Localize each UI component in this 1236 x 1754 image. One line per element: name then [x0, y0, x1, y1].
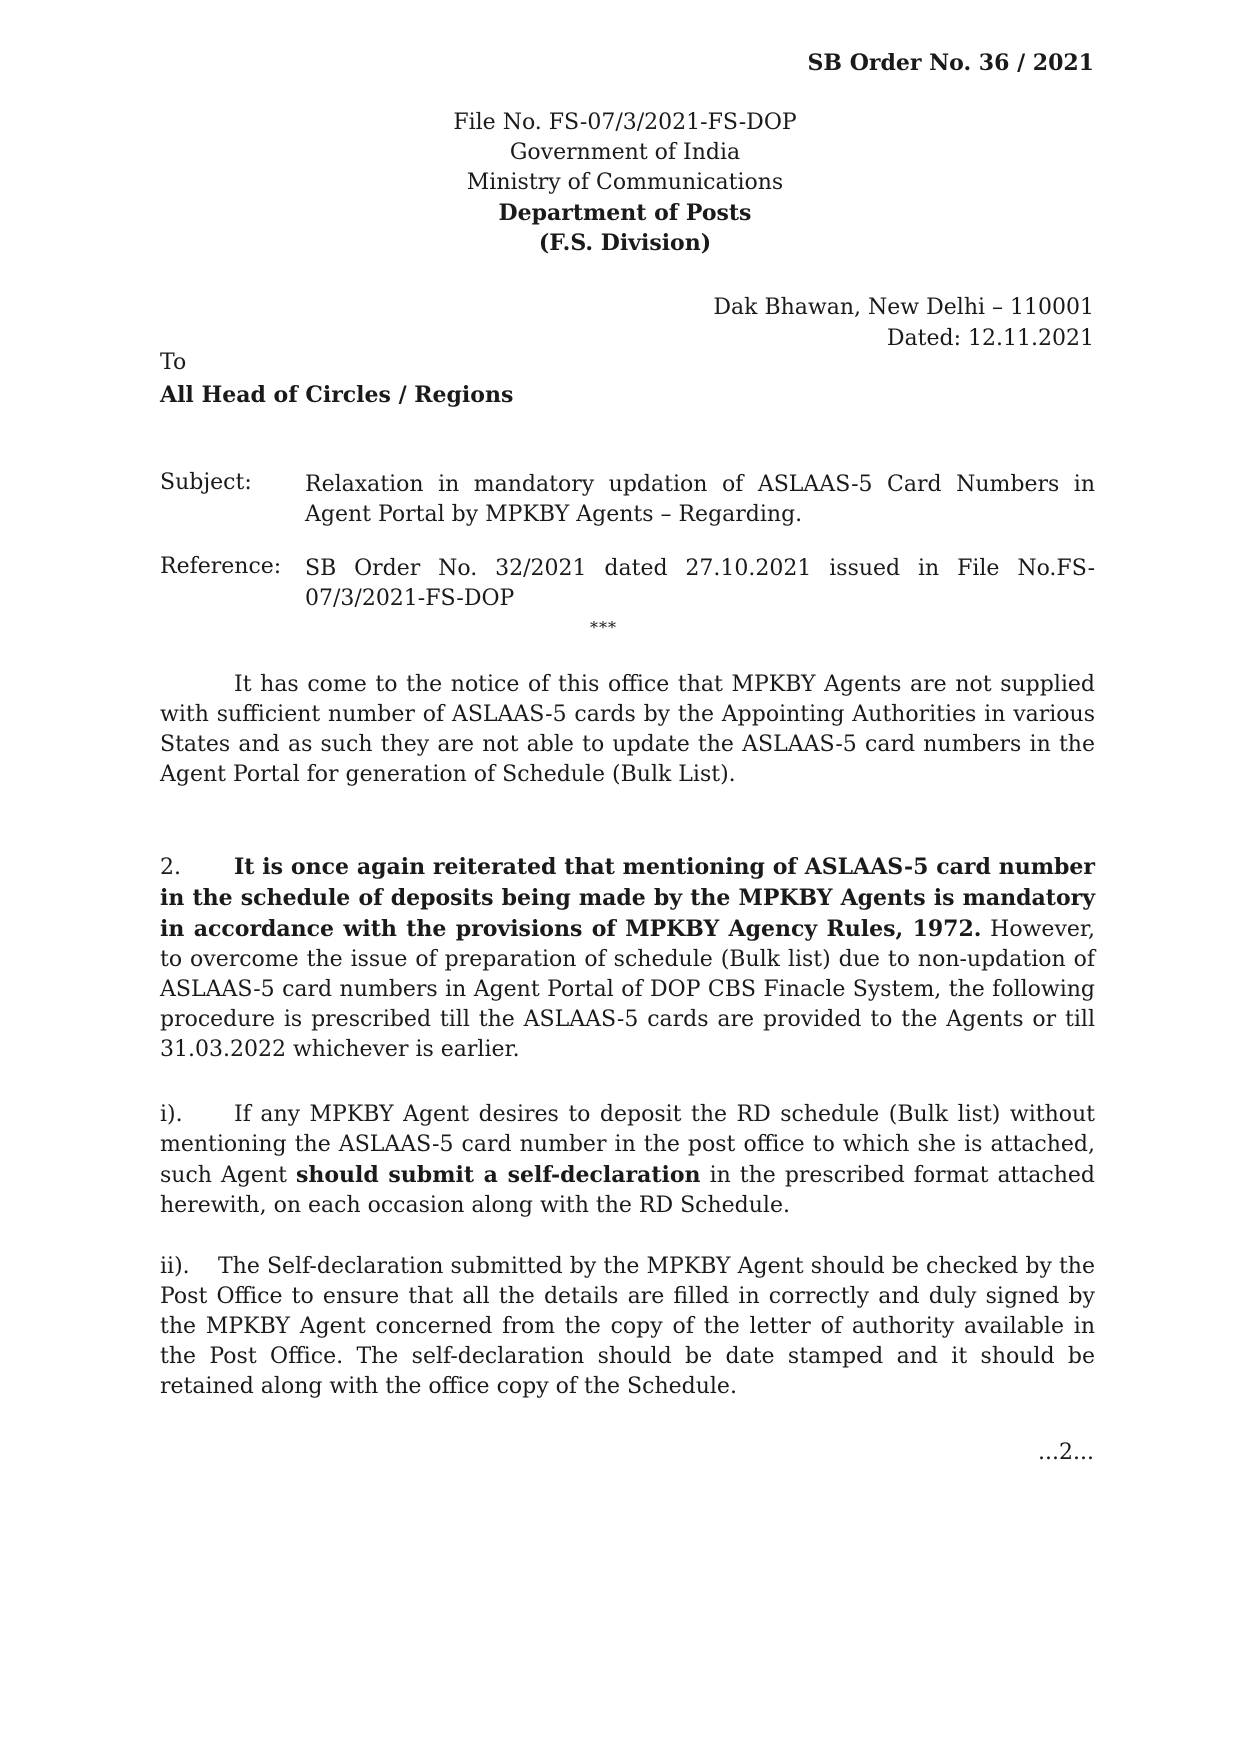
paragraph-2-number: 2. [160, 855, 181, 880]
paragraph-3 [160, 1100, 1095, 1221]
letter-date: Dated: 12.11.2021 [886, 326, 1094, 351]
paragraph-4-text: The Self-declaration submitted by the MPKBY Agent should be checked by the Post Office to ensure that all the details are filled in correctly and duly signed by the MPKBY Agent concerned from the copy of the letter of authority available in the Post Office. The self-declaration should be date stamped and it should be retained along with the office copy of the Schedule. [160, 1254, 1095, 1399]
paragraph-2-bold: It is once again reiterated that mentioning of ASLAAS-5 card number in the schedule of deposits being made by the MPKBY Agents is mandatory in accordance with the provisions of MPKBY Agency Rules, 1972. [160, 854, 1095, 942]
reference-label: Reference: [160, 554, 282, 579]
subject-text: Relaxation in mandatory updation of ASLAAS-5 Card Numbers in Agent Portal by MPKBY Agents – Regarding. [305, 472, 1095, 527]
order-number: SB Order No. 36 / 2021 [807, 50, 1094, 76]
paragraph-2 [160, 852, 1095, 1065]
paragraph-3-number: i). [160, 1102, 183, 1127]
address-place: Dak Bhawan, New Delhi – 110001 [713, 295, 1094, 320]
paragraph-3-text-end: in the prescribed format attached herewith, on each occasion along with the RD Schedule. [160, 1163, 1096, 1218]
recipient-name: All Head of Circles / Regions [160, 382, 514, 408]
department-line: Department of Posts [498, 200, 752, 226]
sender-address [594, 292, 1094, 354]
government-line: Government of India [509, 140, 741, 165]
paragraph-4 [160, 1252, 1095, 1402]
ministry-line: Ministry of Communications [466, 170, 784, 195]
paragraph-2-text: However, to overcome the issue of preparation of schedule (Bulk list) due to non-updation of ASLAAS-5 card numbers in Agent Portal of DOP CBS Finacle System, the following procedure is prescribed till the ASLAAS-5 cards are provided to the Agents or till 31.03.2022 whichever is earlier. [160, 917, 1095, 1062]
paragraph-3-bold: should submit a self-declaration [295, 1162, 701, 1188]
paragraph-1: It has come to the notice of this office that MPKBY Agents are not supplied with sufficient number of ASLAAS-5 cards by the Appointing Authorities in various States and as such they are not able to update the ASLAAS-5 card numbers in the Agent Portal for generation of Schedule (Bulk List). [160, 672, 1095, 787]
letter-header [360, 108, 890, 258]
division-line: (F.S. Division) [538, 230, 712, 256]
reference-text: SB Order No. 32/2021 dated 27.10.2021 issued in File No.FS-07/3/2021-FS-DOP [305, 556, 1095, 611]
paragraph-3-text-start: If any MPKBY Agent desires to deposit the RD schedule (Bulk list) without mentioning the ASLAAS-5 card number in the post office to which she is attached, such Agent [160, 1102, 1095, 1188]
paragraph-4-number: ii). [160, 1254, 190, 1279]
separator-stars: *** [590, 618, 617, 637]
file-number: File No. FS-07/3/2021-FS-DOP [453, 110, 797, 135]
page-continued-marker: ...2... [1038, 1440, 1094, 1465]
to-label: To [160, 350, 187, 375]
subject-label: Subject: [160, 470, 252, 495]
